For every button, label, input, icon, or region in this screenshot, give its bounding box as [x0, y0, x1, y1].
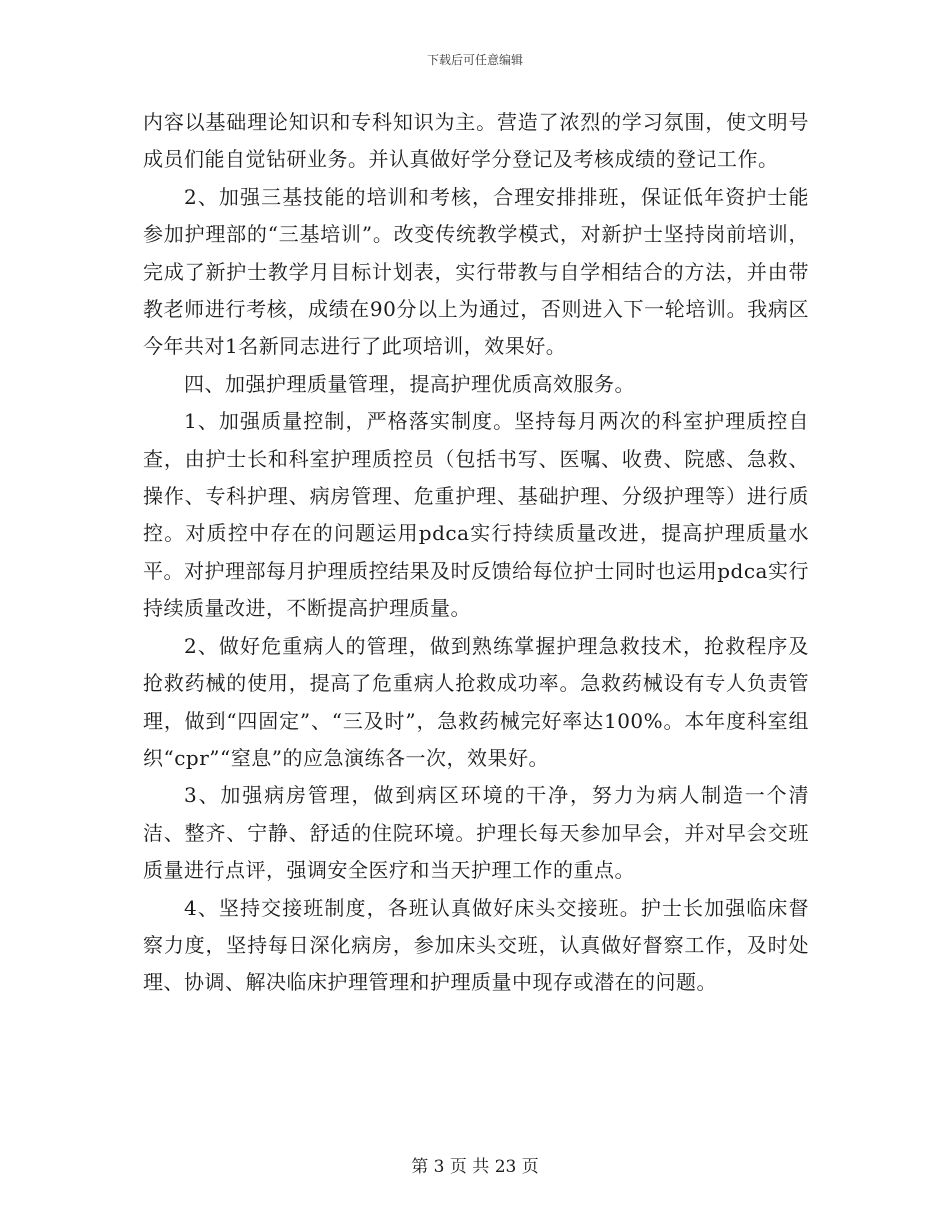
page-number-footer: 第 3 页 共 23 页 — [411, 1157, 539, 1177]
page-header: 下载后可任意编辑 — [426, 53, 523, 67]
paragraph-2: 2、加强三基技能的培训和考核，合理安排排班，保证低年资护士能参加护理部的“三基培训”。改变传统教学模式，对新护士坚持岗前培训，完成了新护士教学月目标计划表，实行带教与自学相结合的方法，并由带教老师进行考核，成绩在90分以上为通过，否则进入下一轮培训。我病区今年共对1名新同志进行了此项培训，效果好。 — [143, 184, 809, 359]
section-heading: 四、加强护理质量管理，提高护理优质高效服务。 — [184, 371, 635, 396]
document-body — [143, 104, 809, 1002]
paragraph-1: 内容以基础理论知识和专科知识为主。营造了浓烈的学习氛围，使文明号成员们能自觉钻研业务。并认真做好学分登记及考核成绩的登记工作。 — [143, 110, 809, 172]
paragraph-6: 4、坚持交接班制度，各班认真做好床头交接班。护士长加强临床督察力度，坚持每日深化病房，参加床头交班，认真做好督察工作，及时处理、协调、解决临床护理管理和护理质量中现存或潜在的问题。 — [143, 895, 809, 995]
paragraph-3: 1、加强质量控制，严格落实制度。坚持每月两次的科室护理质控自查，由护士长和科室护理质控员（包括书写、医嘱、收费、院感、急救、操作、专科护理、病房管理、危重护理、基础护理、分级护理等）进行质控。对质控中存在的问题运用pdca实行持续质量改进，提高护理质量水平。对护理部每月护理质控结果及时反馈给每位护士同时也运用pdca实行持续质量改进，不断提高护理质量。 — [143, 409, 809, 621]
paragraph-5: 3、加强病房管理，做到病区环境的干净，努力为病人制造一个清洁、整齐、宁静、舒适的住院环境。护理长每天参加早会，并对早会交班质量进行点评，强调安全医疗和当天护理工作的重点。 — [143, 783, 809, 883]
paragraph-4: 2、做好危重病人的管理，做到熟练掌握护理急救技术，抢救程序及抢救药械的使用，提高了危重病人抢救成功率。急救药械设有专人负责管理，做到“四固定”、“三及时”，急救药械完好率达100%。本年度科室组织“cpr”“窒息”的应急演练各一次，效果好。 — [143, 633, 809, 770]
